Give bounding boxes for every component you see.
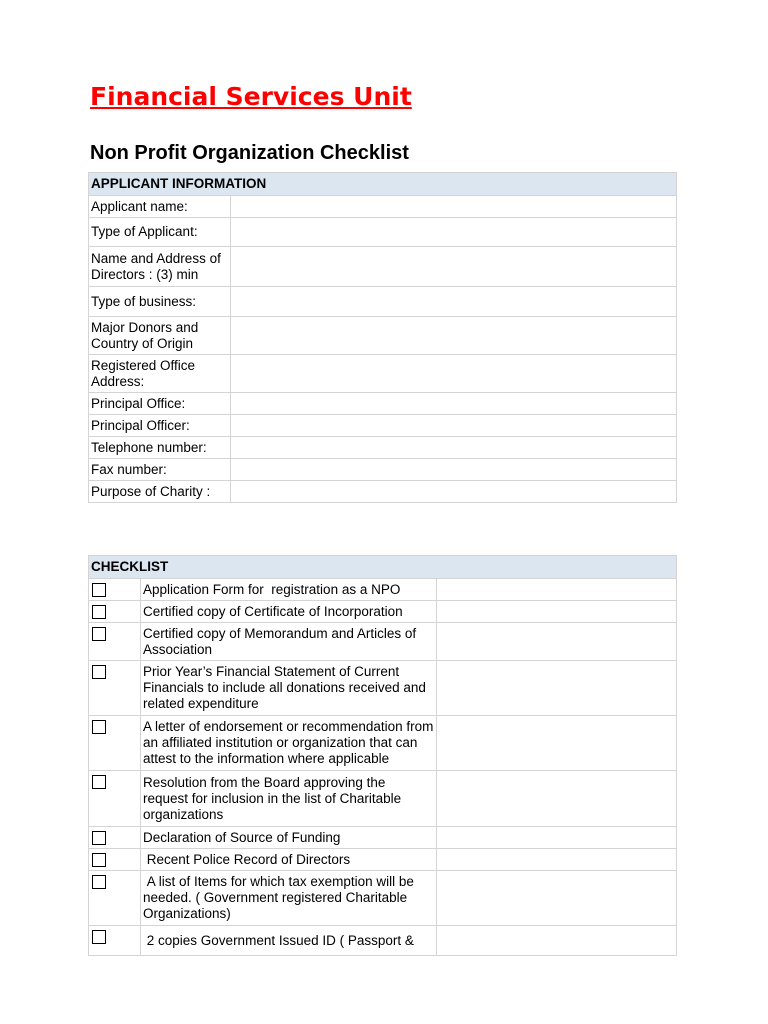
checkbox-cell — [89, 601, 141, 623]
checkbox[interactable] — [92, 605, 106, 619]
field-label: Registered Office Address: — [89, 355, 231, 393]
checklist-item-row — [89, 771, 677, 827]
checklist-header — [89, 556, 677, 579]
field-value[interactable] — [231, 459, 677, 481]
checklist-item-text: A letter of endorsement or recommendation from an affiliated institution or organization that can attest to the information where applicable — [141, 716, 437, 771]
field-value[interactable] — [231, 393, 677, 415]
checklist-item-text: Recent Police Record of Directors — [141, 849, 437, 871]
checkbox-cell — [89, 926, 141, 956]
field-value[interactable] — [231, 415, 677, 437]
checkbox-cell — [89, 871, 141, 926]
checklist-notes-cell[interactable] — [437, 579, 677, 601]
field-label: Type of business: — [89, 287, 231, 317]
checklist-notes-cell[interactable] — [437, 771, 677, 827]
checkbox-cell — [89, 623, 141, 661]
field-value[interactable] — [231, 247, 677, 287]
checkbox-cell — [89, 771, 141, 827]
checkbox[interactable] — [92, 930, 106, 944]
section-title: APPLICANT INFORMATION — [89, 173, 677, 196]
field-label: Purpose of Charity : — [89, 481, 231, 503]
checklist-item-row — [89, 926, 677, 956]
checklist-notes-cell[interactable] — [437, 601, 677, 623]
checklist-item-row — [89, 871, 677, 926]
checklist-item-text: A list of Items for which tax exemption will be needed. ( Government registered Charitable Organizations) — [141, 871, 437, 926]
applicant-field-row — [89, 317, 677, 355]
checklist-item-text: Certified copy of Certificate of Incorporation — [141, 601, 437, 623]
checklist-notes-cell[interactable] — [437, 716, 677, 771]
section-title: CHECKLIST — [89, 556, 677, 579]
checkbox-cell — [89, 661, 141, 716]
checkbox[interactable] — [92, 665, 106, 679]
checklist-item-text: 2 copies Government Issued ID ( Passport & — [141, 926, 437, 956]
field-label: Fax number: — [89, 459, 231, 481]
checklist-notes-cell[interactable] — [437, 871, 677, 926]
applicant-field-row — [89, 287, 677, 317]
checklist-item-row — [89, 579, 677, 601]
field-value[interactable] — [231, 481, 677, 503]
checkbox[interactable] — [92, 853, 106, 867]
checklist-item-text: Prior Year’s Financial Statement of Current Financials to include all donations received and related expenditure — [141, 661, 437, 716]
field-label: Major Donors and Country of Origin — [89, 317, 231, 355]
checkbox[interactable] — [92, 720, 106, 734]
checklist-item-text: Certified copy of Memorandum and Articles of Association — [141, 623, 437, 661]
field-label: Type of Applicant: — [89, 218, 231, 247]
checkbox-cell — [89, 827, 141, 849]
checklist-item-row — [89, 827, 677, 849]
applicant-field-row — [89, 355, 677, 393]
checklist-notes-cell[interactable] — [437, 661, 677, 716]
field-value[interactable] — [231, 355, 677, 393]
checklist-notes-cell[interactable] — [437, 827, 677, 849]
field-value[interactable] — [231, 287, 677, 317]
checklist-item-row — [89, 849, 677, 871]
checkbox-cell — [89, 716, 141, 771]
checklist-notes-cell[interactable] — [437, 623, 677, 661]
checklist-item-row — [89, 661, 677, 716]
field-label: Applicant name: — [89, 196, 231, 218]
applicant-field-row — [89, 247, 677, 287]
checklist-notes-cell[interactable] — [437, 849, 677, 871]
applicant-field-row — [89, 196, 677, 218]
applicant-field-row — [89, 481, 677, 503]
field-value[interactable] — [231, 218, 677, 247]
applicant-information-header — [89, 173, 677, 196]
checklist-item-row — [89, 716, 677, 771]
document-title: Non Profit Organization Checklist — [90, 142, 409, 164]
applicant-field-row — [89, 218, 677, 247]
applicant-field-row — [89, 393, 677, 415]
field-value[interactable] — [231, 437, 677, 459]
checklist-item-row — [89, 601, 677, 623]
checkbox[interactable] — [92, 875, 106, 889]
field-value[interactable] — [231, 317, 677, 355]
applicant-field-row — [89, 459, 677, 481]
checklist-item-text: Application Form for registration as a NPO — [141, 579, 437, 601]
checkbox[interactable] — [92, 831, 106, 845]
checkbox-cell — [89, 849, 141, 871]
field-value[interactable] — [231, 196, 677, 218]
applicant-field-row — [89, 415, 677, 437]
checklist-notes-cell[interactable] — [437, 926, 677, 956]
checklist-table — [88, 555, 677, 956]
applicant-information-table — [88, 172, 677, 503]
checkbox[interactable] — [92, 627, 106, 641]
checklist-item-row — [89, 623, 677, 661]
field-label: Principal Office: — [89, 393, 231, 415]
checkbox[interactable] — [92, 583, 106, 597]
applicant-field-row — [89, 437, 677, 459]
checkbox-cell — [89, 579, 141, 601]
checklist-item-text: Resolution from the Board approving the request for inclusion in the list of Charitable organizations — [141, 771, 437, 827]
field-label: Name and Address of Directors : (3) min — [89, 247, 231, 287]
unit-title: Financial Services Unit — [90, 82, 412, 111]
checkbox[interactable] — [92, 775, 106, 789]
field-label: Telephone number: — [89, 437, 231, 459]
field-label: Principal Officer: — [89, 415, 231, 437]
checklist-item-text: Declaration of Source of Funding — [141, 827, 437, 849]
